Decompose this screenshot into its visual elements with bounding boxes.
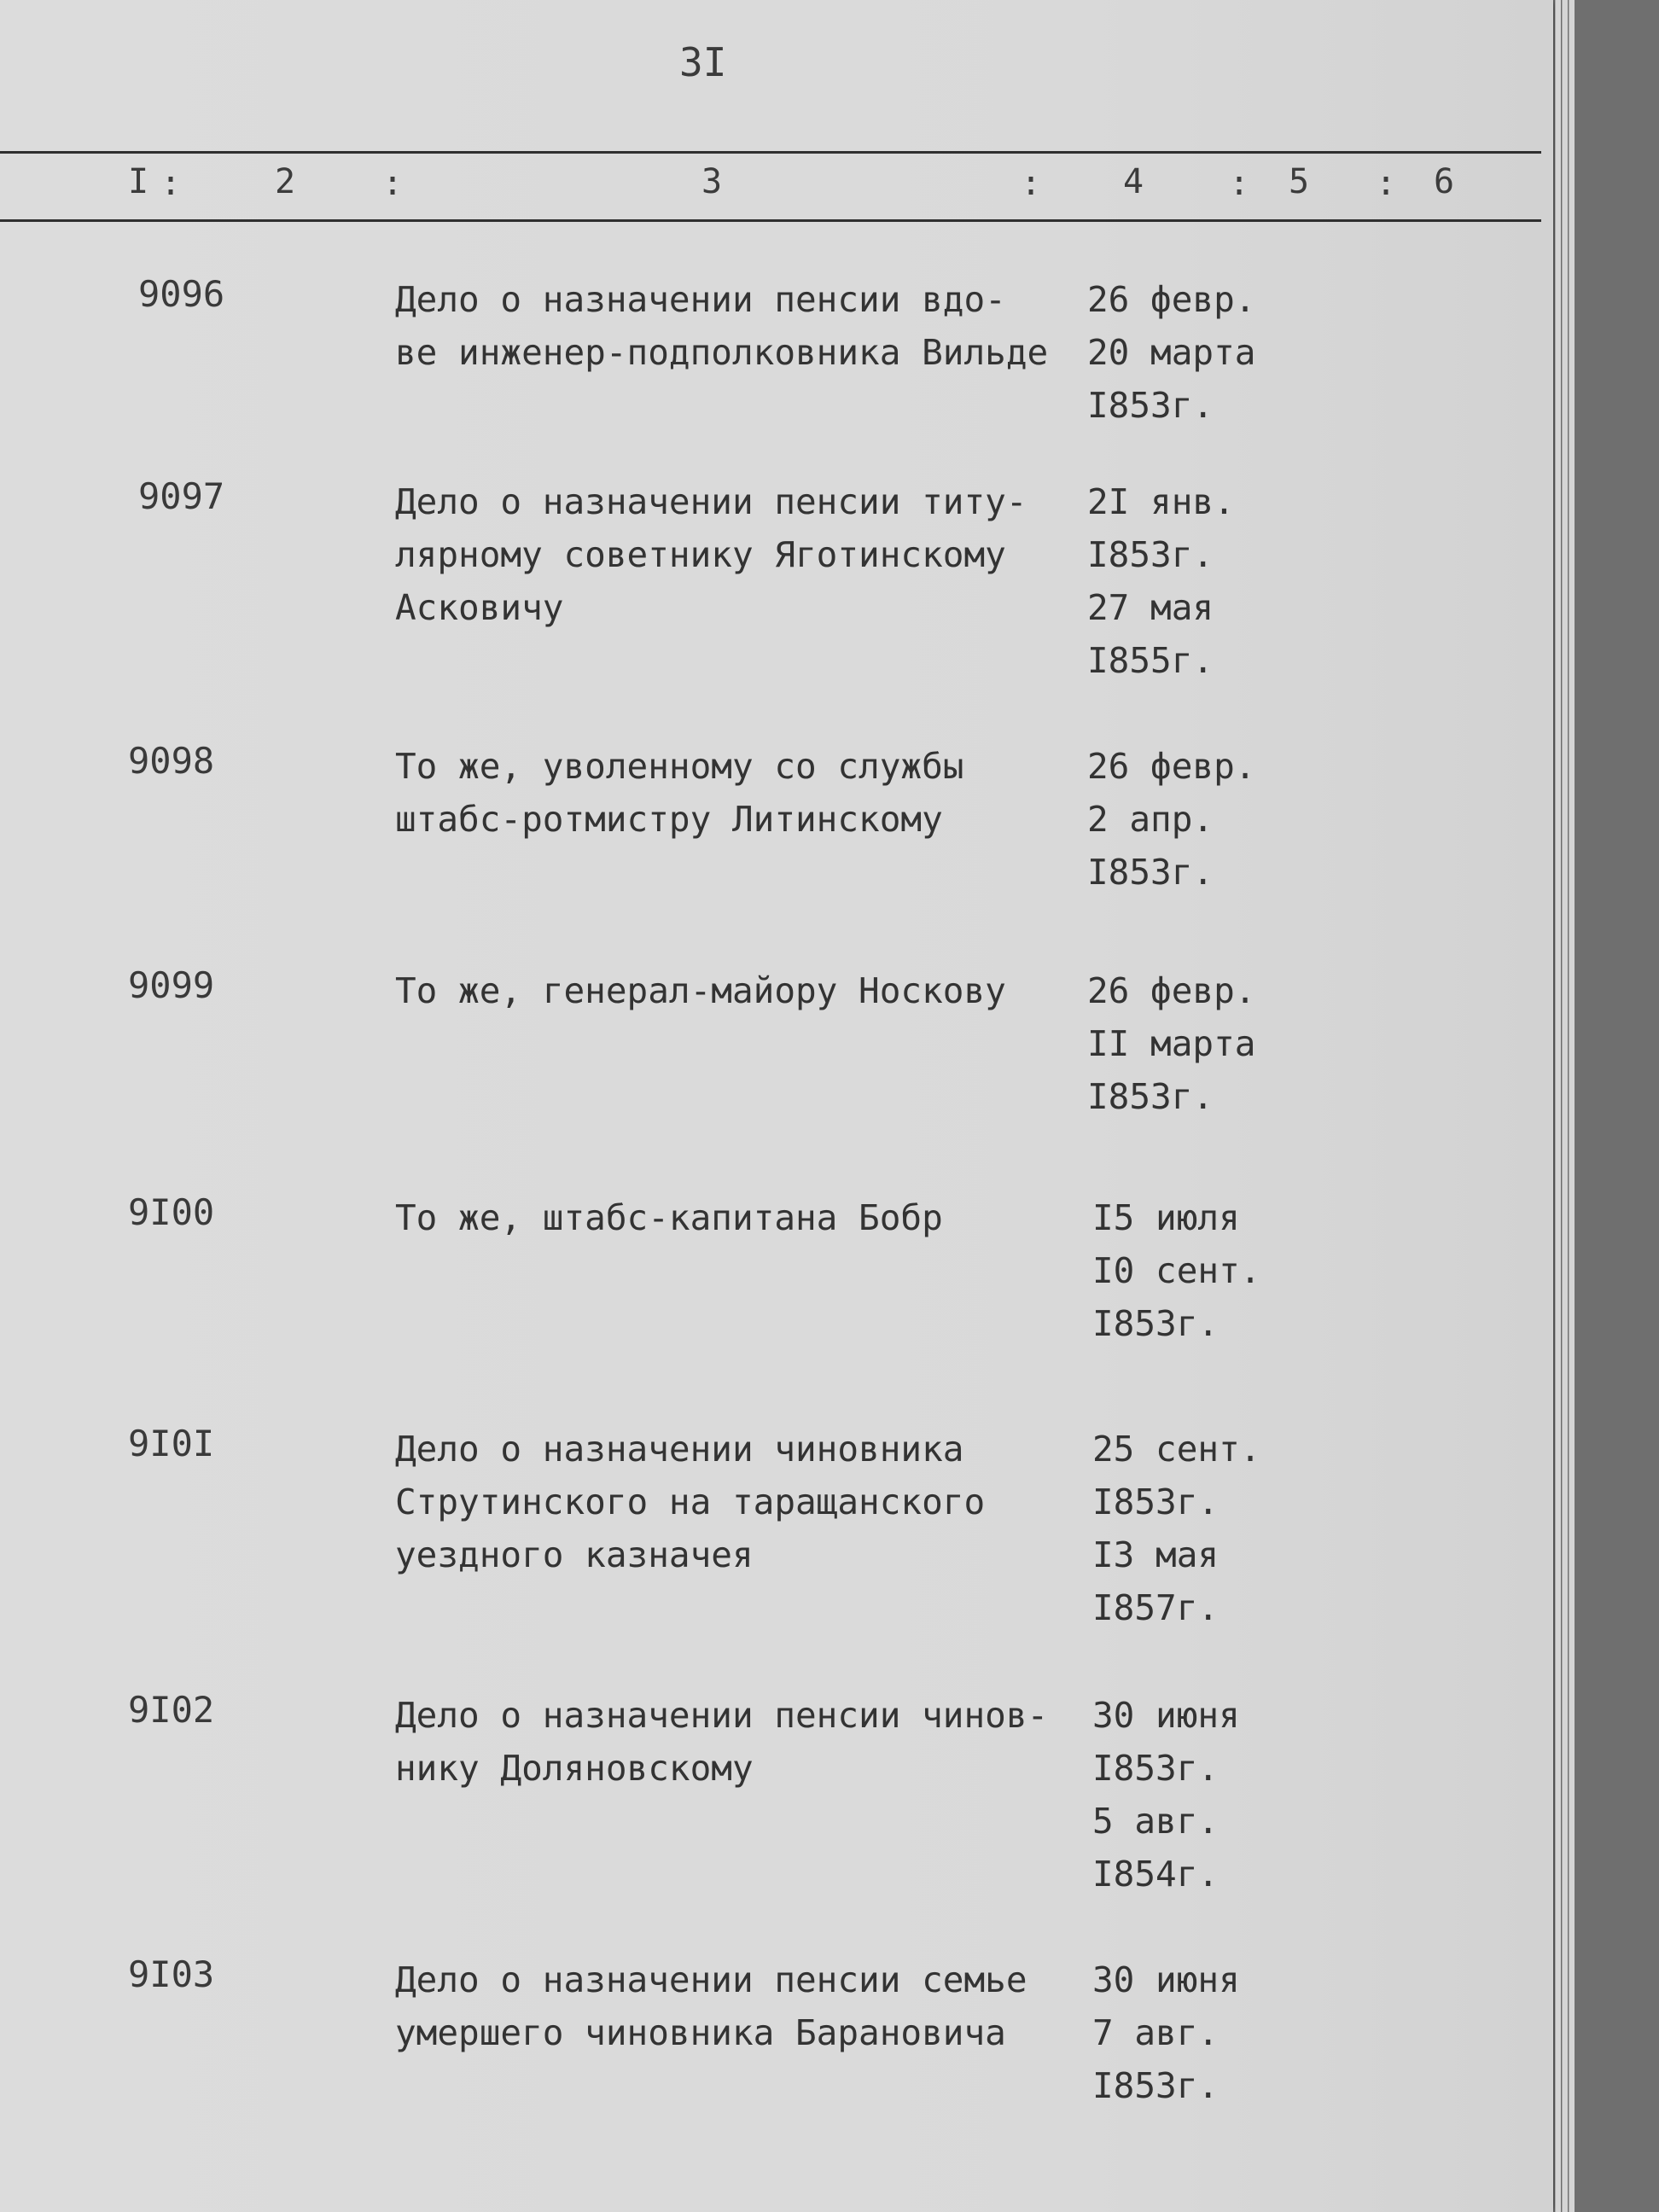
entry-number: 9096 (138, 273, 225, 315)
entry-description (395, 1423, 1095, 1581)
date-line: I853г. (1092, 2065, 1220, 2106)
page-edge (1555, 0, 1561, 2212)
date-line: I853г. (1092, 1303, 1220, 1344)
description-line: Дело о назначении чиновника (395, 1429, 964, 1470)
column-separator: : (382, 164, 404, 203)
description-line: нику Доляновскому (395, 1748, 754, 1789)
date-line: I853г. (1092, 1748, 1220, 1789)
description-line: лярному советнику Яготинскому (395, 534, 1006, 575)
page-edge (1562, 0, 1568, 2212)
entry-number: 9I0I (128, 1423, 215, 1464)
date-line: I855г. (1087, 640, 1214, 681)
description-line: Струтинского на таращанского (395, 1481, 986, 1522)
date-line: 2I янв. (1087, 481, 1235, 522)
column-header-2: 2 (275, 162, 296, 201)
description-line: Дело о назначении пенсии титу- (395, 481, 1027, 522)
entry-number: 9I00 (128, 1191, 215, 1233)
description-line: ве инженер-подполковника Вильде (395, 332, 1049, 373)
date-line: I5 июля (1092, 1197, 1240, 1238)
description-line: Дело о назначении пенсии чинов- (395, 1695, 1049, 1736)
header-bottom-rule (0, 219, 1541, 222)
column-header-6: 6 (1434, 162, 1455, 201)
date-line: 5 авг. (1092, 1801, 1220, 1842)
column-header-5: 5 (1289, 162, 1310, 201)
date-line: I857г. (1092, 1587, 1220, 1628)
column-header-4: 4 (1123, 162, 1144, 201)
entry-dates (1087, 740, 1255, 899)
date-line: 26 февр. (1087, 746, 1256, 787)
description-line: Дело о назначении пенсии вдо- (395, 279, 1006, 320)
date-line: I854г. (1092, 1854, 1220, 1895)
column-header-1: I (128, 162, 149, 201)
entry-description (395, 1689, 1095, 1795)
date-line: 7 авг. (1092, 2012, 1220, 2053)
page-edge (1569, 0, 1575, 2212)
date-line: I853г. (1087, 385, 1214, 426)
column-separator: : (1229, 164, 1250, 203)
date-line: I853г. (1092, 1481, 1220, 1522)
description-line: То же, уволенному со службы (395, 746, 964, 787)
entry-number: 9I03 (128, 1953, 215, 1995)
entry-description (395, 1191, 1095, 1244)
entry-dates (1092, 1191, 1260, 1350)
description-line: уездного казначея (395, 1534, 754, 1575)
date-line: 2 апр. (1087, 799, 1214, 840)
entry-dates (1092, 1953, 1240, 2112)
date-line: 26 февр. (1087, 279, 1256, 320)
description-line: умершего чиновника Барановича (395, 2012, 1006, 2053)
description-line: То же, генерал-майору Носкову (395, 970, 1006, 1011)
date-line: 26 февр. (1087, 970, 1256, 1011)
entry-dates (1087, 475, 1235, 687)
date-line: I3 мая (1092, 1534, 1220, 1575)
column-separator: : (160, 164, 182, 203)
entry-description (395, 740, 1095, 846)
entry-number: 9099 (128, 964, 215, 1006)
description-line: То же, штабс-капитана Бобр (395, 1197, 943, 1238)
header-top-rule (0, 151, 1541, 154)
description-line: штабс-ротмистру Литинскому (395, 799, 943, 840)
entry-dates (1087, 964, 1255, 1123)
column-separator: : (1021, 164, 1042, 203)
date-line: I0 сент. (1092, 1250, 1261, 1291)
entry-dates (1092, 1423, 1260, 1634)
date-line: I853г. (1087, 852, 1214, 893)
entry-number: 9I02 (128, 1689, 215, 1731)
entry-dates (1092, 1689, 1240, 1901)
date-line: I853г. (1087, 534, 1214, 575)
date-line: 20 марта (1087, 332, 1256, 373)
date-line: 27 мая (1087, 587, 1214, 628)
entry-description (395, 1953, 1095, 2059)
entry-description (395, 273, 1095, 379)
page-number: 3I (679, 39, 727, 85)
date-line: 30 июня (1092, 1959, 1240, 2000)
column-header-3: 3 (701, 162, 723, 201)
description-line: Дело о назначении пенсии семье (395, 1959, 1027, 2000)
entry-description (395, 964, 1095, 1017)
date-line: 25 сент. (1092, 1429, 1261, 1470)
entry-description (395, 475, 1095, 634)
column-separator: : (1376, 164, 1397, 203)
date-line: I853г. (1087, 1076, 1214, 1117)
date-line: 30 июня (1092, 1695, 1240, 1736)
entry-dates (1087, 273, 1255, 432)
entry-number: 9098 (128, 740, 215, 782)
entry-number: 9097 (138, 475, 225, 517)
description-line: Асковичу (395, 587, 564, 628)
date-line: II марта (1087, 1023, 1256, 1064)
